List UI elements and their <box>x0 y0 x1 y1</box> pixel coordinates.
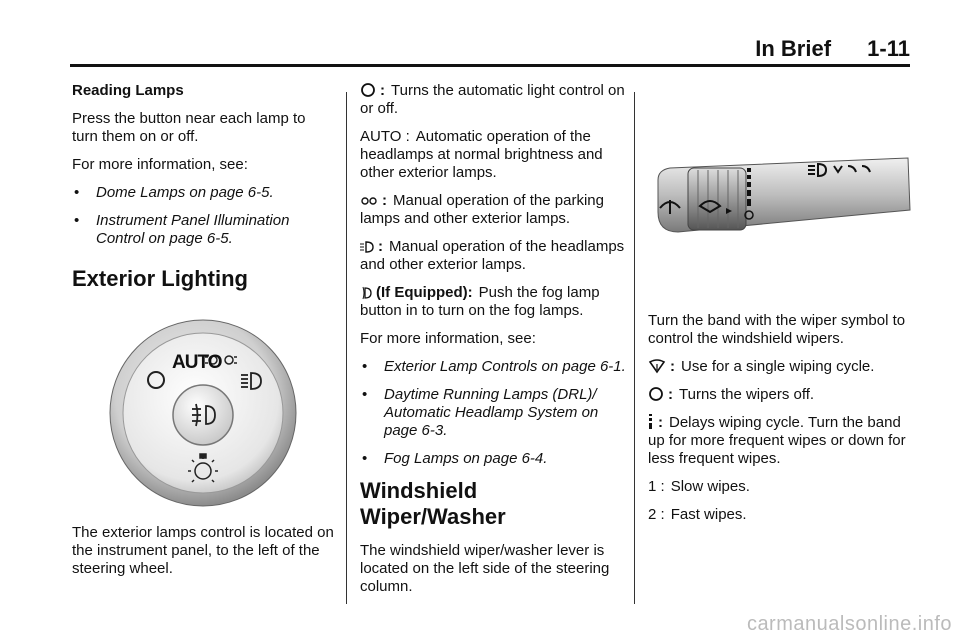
column-3 <box>648 312 918 534</box>
wipers-off-item: : Turns the wipers off. <box>648 386 918 404</box>
off-circle-icon <box>360 82 376 98</box>
dial-auto-label: AUTO <box>172 352 222 373</box>
fog-lamp-icon <box>360 286 372 300</box>
delay-bar-icon <box>648 414 654 430</box>
watermark: carmanualsonline.info <box>746 613 952 635</box>
exterior-lamp-dial-illustration <box>108 318 298 508</box>
reference-list <box>360 358 626 468</box>
off-circle-icon <box>648 386 664 402</box>
wiper-lever-svg <box>648 150 918 250</box>
slow-wipes-item: 1 : Slow wipes. <box>648 478 750 495</box>
exterior-lamps-text: The exterior lamps control is located on the instrument panel, to the left of the steering wheel. <box>72 524 334 577</box>
fog-lamps-item: (If Equipped): Push the fog lamp button in to turn on the fog lamps. <box>360 284 600 319</box>
wiper-lever-illustration <box>648 150 918 250</box>
auto-item: AUTO : Automatic operation of the headlamps at normal brightness and other exterior lamps. <box>360 128 603 181</box>
wiper-mist-icon <box>648 358 666 374</box>
lamp-dial-svg <box>108 318 298 508</box>
delay-item: : Delays wiping cycle. Turn the band up for more frequent wipes or down for less frequent wipes. <box>648 414 906 467</box>
wiper-lever-text: The windshield wiper/washer lever is located on the left side of the steering column. <box>360 542 610 595</box>
column-divider <box>634 92 635 604</box>
header-rule <box>70 64 910 67</box>
headlamp-icon <box>360 240 374 254</box>
parking-lamp-icon <box>360 194 378 208</box>
page-number: 1-11 <box>867 36 910 61</box>
headlamps-item: : Manual operation of the headlamps and other exterior lamps. <box>360 238 625 273</box>
reference-dome-lamps[interactable]: • Dome Lamps on page 6-5. <box>72 184 334 202</box>
reading-lamps-text: Press the button near each lamp to turn them on or off. <box>72 110 306 145</box>
more-info-text: For more information, see: <box>72 156 248 173</box>
column-1 <box>72 82 334 292</box>
parking-lamps-item: : Manual operation of the parking lamps and other exterior lamps. <box>360 192 604 227</box>
reference-fog-lamps[interactable]: • Fog Lamps on page 6-4. <box>360 450 626 468</box>
reference-list <box>72 184 334 248</box>
column-divider <box>346 92 347 604</box>
more-info-text: For more information, see: <box>360 330 536 347</box>
wiper-heading: Windshield Wiper/Washer <box>360 478 506 529</box>
reading-lamps-title: Reading Lamps <box>72 82 184 99</box>
band-text: Turn the band with the wiper symbol to control the windshield wipers. <box>648 312 906 347</box>
page-header <box>755 36 910 62</box>
reference-exterior-lamp-controls[interactable]: • Exterior Lamp Controls on page 6-1. <box>360 358 626 376</box>
single-wipe-item: : Use for a single wiping cycle. <box>648 358 918 376</box>
reference-panel-illumination[interactable]: • Instrument Panel Illumination Control on page 6-5. <box>72 212 334 248</box>
section-title: In Brief <box>755 36 832 61</box>
light-off-item: : Turns the automatic light control on or off. <box>360 82 625 117</box>
reference-drl[interactable]: • Daytime Running Lamps (DRL)/ Automatic Headlamp System on page 6-3. <box>360 386 626 440</box>
exterior-lighting-heading: Exterior Lighting <box>72 266 248 291</box>
column-2 <box>360 82 626 606</box>
fast-wipes-item: 2 : Fast wipes. <box>648 506 747 523</box>
